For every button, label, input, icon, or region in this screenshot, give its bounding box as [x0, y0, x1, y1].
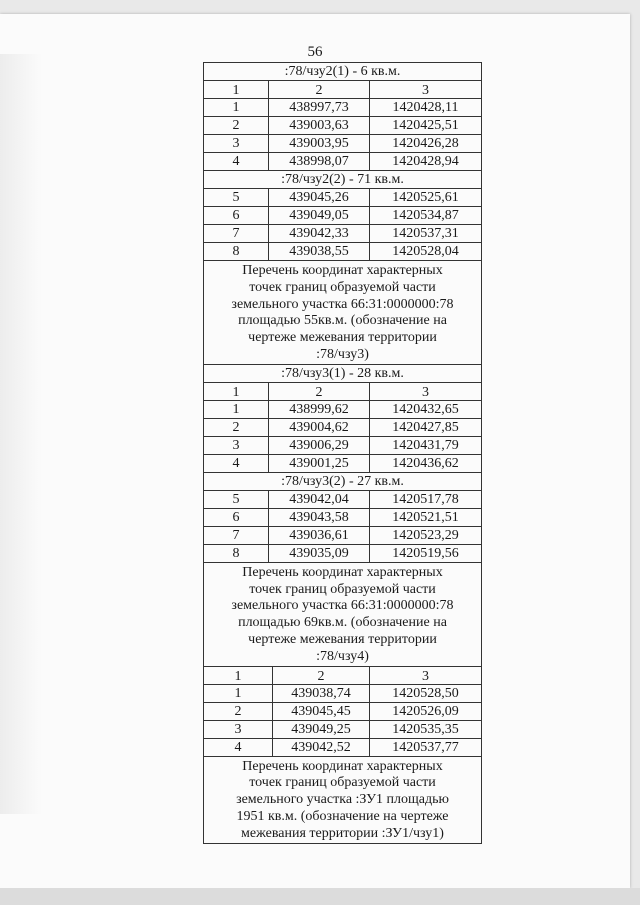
table-row: [204, 703, 481, 721]
table-cell: 439038,74: [273, 685, 370, 702]
table-cell: 1420426,28: [392, 136, 459, 151]
table-cell: 2: [269, 382, 370, 401]
table-row: [204, 153, 481, 171]
table-cell: 2: [204, 419, 269, 436]
table-cell: 1420528,50: [392, 685, 459, 701]
table-cell: 439001,25: [269, 455, 370, 472]
table-cell: 439038,55: [269, 243, 370, 260]
table-row: [204, 437, 481, 455]
table-cell: 6: [204, 509, 269, 526]
table-cell: 439036,61: [269, 527, 370, 544]
page-number: 56: [307, 44, 323, 60]
table-row: [204, 455, 481, 473]
table-row: [204, 189, 481, 207]
table-cell: 1420521,51: [392, 509, 459, 525]
table-cell: 1420526,09: [392, 703, 459, 719]
table-cell: 3: [422, 83, 429, 98]
table-cell: 2: [204, 117, 269, 134]
table-row: [204, 491, 481, 509]
table-cell: 438997,73: [269, 99, 370, 116]
table-cell: 1420534,87: [392, 208, 459, 223]
table-cell: 1420436,62: [392, 455, 459, 471]
section-title: :78/чзу2(2) - 71 кв.м.: [204, 171, 481, 189]
table-row: [204, 207, 481, 225]
table-cell: 1420432,65: [392, 401, 459, 417]
table-cell: 439035,09: [269, 545, 370, 562]
document-page: [0, 14, 630, 888]
table-cell: 438998,07: [269, 153, 370, 170]
table-cell: 6: [204, 207, 269, 224]
scanner-bottom-edge: [0, 888, 640, 905]
table-cell: 1: [204, 382, 269, 401]
table-cell: 1: [204, 80, 269, 99]
table-cell: 1420537,31: [392, 226, 459, 241]
table-cell: 1420428,94: [392, 154, 459, 169]
table-cell: 439042,33: [269, 225, 370, 242]
table-cell: 439042,52: [273, 739, 370, 756]
table-row: [204, 739, 481, 757]
table-cell: 1420425,51: [392, 118, 459, 133]
table-row: [204, 545, 481, 563]
table-cell: 3: [422, 384, 429, 400]
table-cell: 439004,62: [269, 419, 370, 436]
table-row: [204, 99, 481, 117]
coordinates-table: [203, 62, 482, 844]
table-cell: 3: [204, 135, 269, 152]
scan-shadow: [0, 54, 42, 814]
description-paragraph: Перечень координат характерных точек границ образуемой части земельного участка 66:31:0000000:78 площадью 69кв.м. (обозначение на чертеже межевания территории :78/чзу4): [204, 563, 481, 667]
table-cell: 8: [204, 243, 269, 260]
table-cell: 439049,25: [273, 721, 370, 738]
description-paragraph: Перечень координат характерных точек границ образуемой части земельного участка 66:31:0000000:78 площадью 55кв.м. (обозначение на чертеже межевания территории :78/чзу3): [204, 261, 481, 365]
table-cell: 5: [204, 189, 269, 206]
table-cell: 1420523,29: [392, 527, 459, 543]
table-cell: 1420528,04: [392, 244, 459, 259]
table-cell: 1420427,85: [392, 419, 459, 435]
table-cell: 1420517,78: [392, 491, 459, 507]
table-cell: 1: [204, 666, 273, 685]
table-cell: 439045,45: [273, 703, 370, 720]
table-row: [204, 419, 481, 437]
table-row: [204, 243, 481, 261]
table-row: [204, 509, 481, 527]
table-cell: 8: [204, 545, 269, 562]
table-cell: 1: [204, 99, 269, 116]
table-cell: 1420525,61: [392, 190, 459, 205]
table-cell: 3: [204, 437, 269, 454]
table-cell: 4: [204, 739, 273, 756]
table-cell: 3: [422, 668, 429, 684]
table-cell: 438999,62: [269, 401, 370, 418]
column-header-row: [204, 81, 481, 99]
column-header-row: [204, 667, 481, 685]
table-row: [204, 135, 481, 153]
table-row: [204, 721, 481, 739]
section-title: :78/чзу2(1) - 6 кв.м.: [204, 63, 481, 81]
table-cell: 2: [273, 666, 370, 685]
table-cell: 439003,95: [269, 135, 370, 152]
table-cell: 7: [204, 225, 269, 242]
table-row: [204, 401, 481, 419]
table-cell: 4: [204, 153, 269, 170]
column-header-row: [204, 383, 481, 401]
table-cell: 439042,04: [269, 491, 370, 508]
table-cell: 5: [204, 491, 269, 508]
table-cell: 439045,26: [269, 189, 370, 206]
table-cell: 1: [204, 685, 273, 702]
table-cell: 1: [204, 401, 269, 418]
table-cell: 1420535,35: [392, 721, 459, 737]
table-row: [204, 117, 481, 135]
table-cell: 2: [204, 703, 273, 720]
table-cell: 1420428,11: [392, 100, 459, 115]
table-cell: 2: [269, 80, 370, 99]
table-cell: 439006,29: [269, 437, 370, 454]
table-cell: 439003,63: [269, 117, 370, 134]
table-row: [204, 527, 481, 545]
table-cell: 4: [204, 455, 269, 472]
table-row: [204, 685, 481, 703]
table-cell: 439049,05: [269, 207, 370, 224]
table-cell: 1420537,77: [392, 739, 459, 755]
table-cell: 439043,58: [269, 509, 370, 526]
description-paragraph: Перечень координат характерных точек границ образуемой части земельного участка :ЗУ1 площадью 1951 кв.м. (обозначение на чертеже межевания территории :ЗУ1/чзу1): [236, 758, 449, 841]
section-title: :78/чзу3(1) - 28 кв.м.: [204, 365, 481, 383]
table-row: [204, 225, 481, 243]
table-cell: 7: [204, 527, 269, 544]
table-cell: 1420431,79: [392, 437, 459, 453]
table-cell: 3: [204, 721, 273, 738]
table-cell: 1420519,56: [392, 545, 459, 561]
section-title: :78/чзу3(2) - 27 кв.м.: [204, 473, 481, 491]
